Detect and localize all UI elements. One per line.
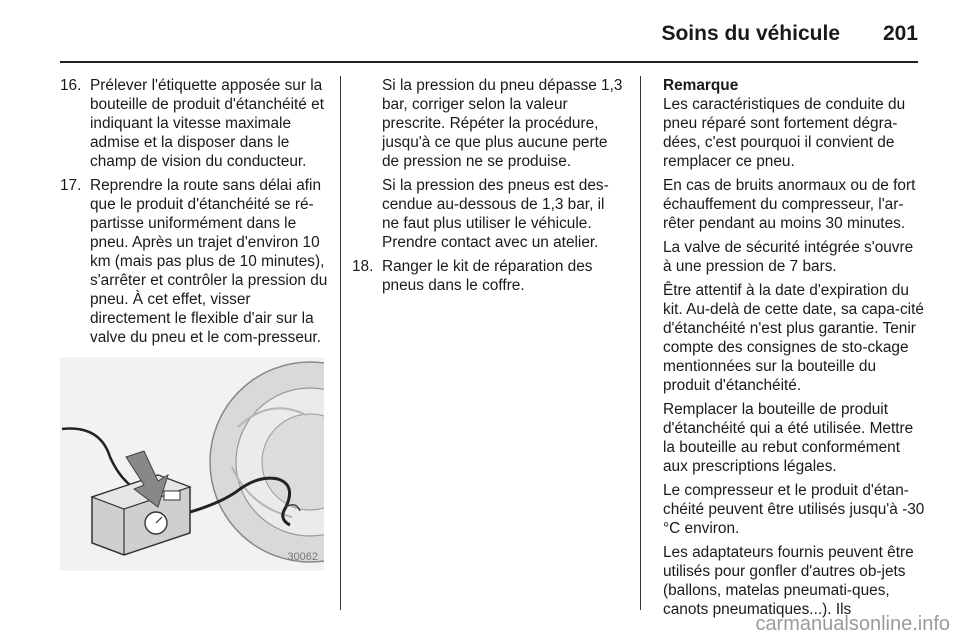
paragraph: Être attentif à la date d'expiration du kit. Au-delà de cette date, sa capa-cité d'étanchéité n'est plus garantie. Tenir compte des consignes de sto-ckage mentionnées sur la bouteille du produit d'étanchéité. [663, 282, 924, 394]
remark-heading: Remarque [663, 77, 739, 94]
column-divider [640, 76, 641, 610]
compressor-illustration [60, 357, 324, 571]
paragraph: Si la pression du pneu dépasse 1,3 bar, corriger selon la valeur prescrite. Répéter la procédure, jusqu'à ce que plus aucune perte de pression ne se produise. [382, 77, 623, 170]
step-16 [60, 76, 328, 171]
paragraph: Remplacer la bouteille de produit d'étanchéité qui a été utilisée. Mettre la bouteille au rebut conformément aux prescriptions légales. [663, 401, 914, 475]
column-divider [340, 76, 341, 610]
column-right [663, 76, 925, 624]
figure-code: 30062 [287, 551, 318, 563]
page-header [60, 14, 918, 64]
paragraph: Le compresseur et le produit d'étan-chéité peuvent être utilisés jusqu'à -30 °C environ. [663, 482, 925, 537]
watermark: carmanualsonline.info [755, 613, 950, 635]
page-number: 201 [882, 22, 918, 45]
step-text: Reprendre la route sans délai afin que le produit d'étanchéité se ré-partisse uniformément dans le pneu. Après un trajet d'environ 10 km (mais pas plus de 10 minutes), s'arrêter et contrôler la pression du pneu. À cet effet, visser directement le flexible d'air sur la valve du pneu et le com-presseur. [90, 177, 328, 346]
step-17 [60, 176, 328, 347]
paragraph: La valve de sécurité intégrée s'ouvre à une pression de 7 bars. [663, 239, 914, 275]
column-left [60, 76, 328, 571]
paragraph: En cas de bruits anormaux ou de fort échauffement du compresseur, l'ar-rêter pendant au moins 30 minutes. [663, 177, 916, 232]
step-number: 18. [352, 258, 374, 275]
paragraph: Les adaptateurs fournis peuvent être utilisés pour gonfler d'autres ob-jets (ballons, matelas pneumati-ques, canots pneumatiques...). Ils [663, 544, 914, 618]
step-number: 17. [60, 177, 82, 194]
step-number: 16. [60, 77, 82, 94]
step-text: Prélever l'étiquette apposée sur la bouteille de produit d'étanchéité et indiquant la vitesse maximale admise et la disposer dans le champ de vision du conducteur. [90, 77, 324, 170]
paragraph: Si la pression des pneus est des-cendue au-dessous de 1,3 bar, il ne faut plus utiliser le véhicule. Prendre contact avec un atelier. [382, 177, 609, 251]
column-middle [352, 76, 624, 300]
step-18 [352, 257, 624, 295]
header-rule [60, 61, 918, 63]
compressor-tyre-drawing [60, 357, 324, 571]
section-title: Soins du véhicule [661, 22, 840, 45]
step-text: Ranger le kit de réparation des pneus dans le coffre. [382, 258, 593, 294]
paragraph: Les caractéristiques de conduite du pneu réparé sont fortement dégra-dées, c'est pourquoi il convient de remplacer ce pneu. [663, 96, 906, 170]
